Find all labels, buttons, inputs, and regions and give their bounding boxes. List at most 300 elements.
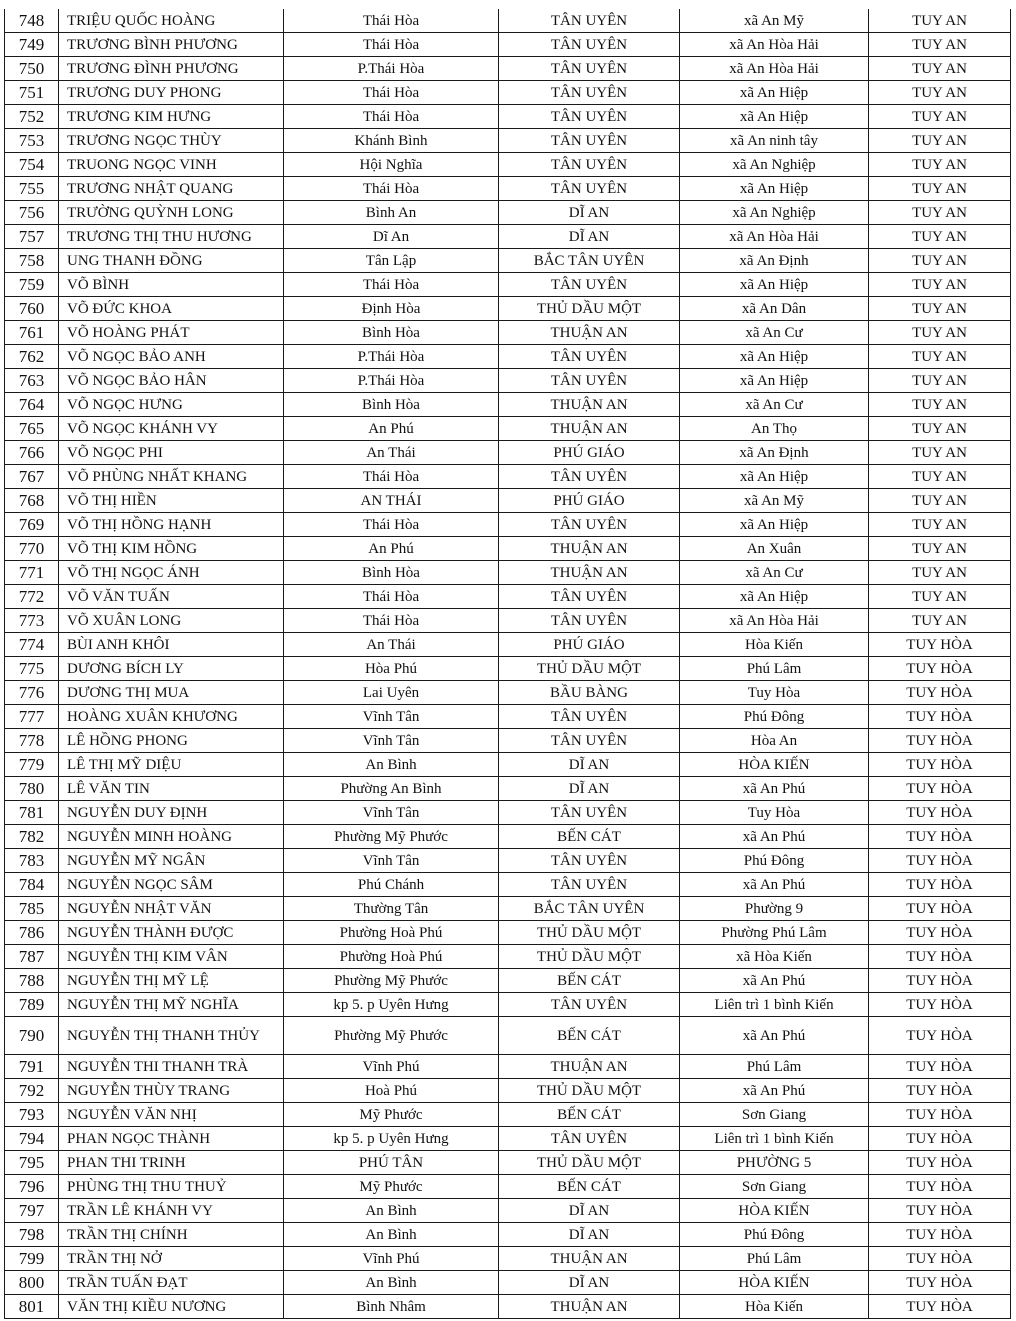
full-name-cell: TRƯƠNG NHẬT QUANG: [59, 177, 284, 201]
current-district-cell: BẮC TÂN UYÊN: [499, 249, 680, 273]
row-number-cell: 795: [5, 1151, 59, 1175]
table-row: [5, 489, 1011, 513]
home-commune-cell: xã An Hiệp: [680, 465, 869, 489]
current-ward-cell: AN THÁI: [284, 489, 499, 513]
current-ward-cell: Thái Hòa: [284, 177, 499, 201]
full-name-cell: NGUYỄN NGỌC SÂM: [59, 873, 284, 897]
current-district-cell: PHÚ GIÁO: [499, 441, 680, 465]
home-commune-cell: xã An ninh tây: [680, 129, 869, 153]
current-ward-cell: Bình Nhâm: [284, 1295, 499, 1319]
current-ward-cell: Vĩnh Tân: [284, 849, 499, 873]
home-commune-cell: xã An Nghiệp: [680, 201, 869, 225]
table-row: [5, 321, 1011, 345]
home-district-cell: TUY HÒA: [869, 1199, 1011, 1223]
home-district-cell: TUY HÒA: [869, 681, 1011, 705]
table-row: [5, 105, 1011, 129]
home-commune-cell: xã An Cư: [680, 561, 869, 585]
table-row: [5, 753, 1011, 777]
home-commune-cell: xã An Hiệp: [680, 513, 869, 537]
table-row: [5, 873, 1011, 897]
row-number-cell: 776: [5, 681, 59, 705]
home-commune-cell: xã An Phú: [680, 825, 869, 849]
home-commune-cell: xã An Hiệp: [680, 105, 869, 129]
current-ward-cell: kp 5. p Uyên Hưng: [284, 993, 499, 1017]
current-district-cell: TÂN UYÊN: [499, 33, 680, 57]
home-district-cell: TUY AN: [869, 57, 1011, 81]
current-district-cell: PHÚ GIÁO: [499, 633, 680, 657]
row-number-cell: 769: [5, 513, 59, 537]
full-name-cell: VÕ XUÂN LONG: [59, 609, 284, 633]
home-district-cell: TUY AN: [869, 393, 1011, 417]
row-number-cell: 780: [5, 777, 59, 801]
home-commune-cell: Phú Đông: [680, 705, 869, 729]
home-commune-cell: xã An Cư: [680, 321, 869, 345]
current-ward-cell: Thái Hòa: [284, 465, 499, 489]
home-commune-cell: Phú Đông: [680, 849, 869, 873]
full-name-cell: VÕ ĐỨC KHOA: [59, 297, 284, 321]
home-commune-cell: xã An Hòa Hải: [680, 225, 869, 249]
full-name-cell: TRƯƠNG DUY PHONG: [59, 81, 284, 105]
home-district-cell: TUY AN: [869, 441, 1011, 465]
table-row: [5, 1079, 1011, 1103]
row-number-cell: 793: [5, 1103, 59, 1127]
full-name-cell: PHAN NGỌC THÀNH: [59, 1127, 284, 1151]
table-row: [5, 705, 1011, 729]
home-commune-cell: Sơn Giang: [680, 1175, 869, 1199]
home-district-cell: TUY HÒA: [869, 993, 1011, 1017]
row-number-cell: 764: [5, 393, 59, 417]
table-row: [5, 1247, 1011, 1271]
home-district-cell: TUY HÒA: [869, 1103, 1011, 1127]
current-district-cell: THUẬN AN: [499, 1247, 680, 1271]
full-name-cell: NGUYỄN MỸ NGÂN: [59, 849, 284, 873]
table-row: [5, 1127, 1011, 1151]
table-row: [5, 369, 1011, 393]
home-district-cell: TUY AN: [869, 201, 1011, 225]
current-ward-cell: Vĩnh Tân: [284, 801, 499, 825]
home-district-cell: TUY AN: [869, 297, 1011, 321]
home-commune-cell: xã An Nghiệp: [680, 153, 869, 177]
row-number-cell: 774: [5, 633, 59, 657]
current-ward-cell: An Phú: [284, 537, 499, 561]
home-commune-cell: HÒA KIẾN: [680, 1199, 869, 1223]
current-ward-cell: Mỹ Phước: [284, 1175, 499, 1199]
current-ward-cell: Phường Hoà Phú: [284, 921, 499, 945]
row-number-cell: 800: [5, 1271, 59, 1295]
home-district-cell: TUY HÒA: [869, 969, 1011, 993]
home-district-cell: TUY AN: [869, 417, 1011, 441]
home-commune-cell: xã An Hòa Hải: [680, 57, 869, 81]
home-district-cell: TUY AN: [869, 81, 1011, 105]
full-name-cell: TRƯƠNG BÌNH PHƯƠNG: [59, 33, 284, 57]
full-name-cell: NGUYỄN VĂN NHỊ: [59, 1103, 284, 1127]
current-district-cell: TÂN UYÊN: [499, 57, 680, 81]
current-district-cell: BẾN CÁT: [499, 1103, 680, 1127]
current-district-cell: THỦ DẦU MỘT: [499, 921, 680, 945]
current-ward-cell: Thái Hòa: [284, 105, 499, 129]
current-ward-cell: Tân Lập: [284, 249, 499, 273]
current-district-cell: TÂN UYÊN: [499, 105, 680, 129]
home-commune-cell: xã An Hòa Hải: [680, 609, 869, 633]
home-district-cell: TUY AN: [869, 249, 1011, 273]
home-district-cell: TUY AN: [869, 369, 1011, 393]
row-number-cell: 770: [5, 537, 59, 561]
current-ward-cell: Bình Hòa: [284, 321, 499, 345]
table-row: [5, 681, 1011, 705]
row-number-cell: 760: [5, 297, 59, 321]
full-name-cell: VÕ NGỌC HƯNG: [59, 393, 284, 417]
table-row: [5, 1151, 1011, 1175]
current-ward-cell: An Bình: [284, 753, 499, 777]
row-number-cell: 790: [5, 1017, 59, 1055]
home-district-cell: TUY HÒA: [869, 657, 1011, 681]
full-name-cell: UNG THANH ĐỒNG: [59, 249, 284, 273]
current-ward-cell: Vĩnh Phú: [284, 1055, 499, 1079]
current-district-cell: THUẬN AN: [499, 393, 680, 417]
home-district-cell: TUY AN: [869, 105, 1011, 129]
current-district-cell: TÂN UYÊN: [499, 513, 680, 537]
home-district-cell: TUY HÒA: [869, 1223, 1011, 1247]
home-commune-cell: Liên trì 1 bình Kiến: [680, 1127, 869, 1151]
current-district-cell: DĨ AN: [499, 753, 680, 777]
home-commune-cell: xã An Cư: [680, 393, 869, 417]
home-commune-cell: Tuy Hòa: [680, 801, 869, 825]
current-district-cell: DĨ AN: [499, 1199, 680, 1223]
row-number-cell: 782: [5, 825, 59, 849]
current-ward-cell: Thái Hòa: [284, 609, 499, 633]
current-district-cell: TÂN UYÊN: [499, 609, 680, 633]
table-row: [5, 537, 1011, 561]
current-district-cell: THUẬN AN: [499, 537, 680, 561]
table-row: [5, 561, 1011, 585]
home-district-cell: TUY HÒA: [869, 1271, 1011, 1295]
home-district-cell: TUY HÒA: [869, 825, 1011, 849]
home-commune-cell: Phường Phú Lâm: [680, 921, 869, 945]
row-number-cell: 759: [5, 273, 59, 297]
current-ward-cell: Dĩ An: [284, 225, 499, 249]
table-row: [5, 57, 1011, 81]
table-row: [5, 801, 1011, 825]
current-district-cell: TÂN UYÊN: [499, 177, 680, 201]
current-ward-cell: Định Hòa: [284, 297, 499, 321]
home-commune-cell: Hòa Kiến: [680, 633, 869, 657]
full-name-cell: TRƯƠNG NGỌC THÙY: [59, 129, 284, 153]
row-number-cell: 786: [5, 921, 59, 945]
table-row: [5, 897, 1011, 921]
full-name-cell: VĂN THỊ KIỀU NƯƠNG: [59, 1295, 284, 1319]
row-number-cell: 748: [5, 9, 59, 33]
full-name-cell: TRƯỜNG QUỲNH LONG: [59, 201, 284, 225]
current-ward-cell: Hội Nghĩa: [284, 153, 499, 177]
row-number-cell: 765: [5, 417, 59, 441]
row-number-cell: 801: [5, 1295, 59, 1319]
current-ward-cell: P.Thái Hòa: [284, 345, 499, 369]
table-row: [5, 849, 1011, 873]
current-ward-cell: Phường Hoà Phú: [284, 945, 499, 969]
row-number-cell: 775: [5, 657, 59, 681]
home-commune-cell: xã Hòa Kiến: [680, 945, 869, 969]
current-ward-cell: Phường An Bình: [284, 777, 499, 801]
table-row: [5, 1271, 1011, 1295]
current-district-cell: DĨ AN: [499, 1223, 680, 1247]
current-district-cell: PHÚ GIÁO: [499, 489, 680, 513]
full-name-cell: NGUYỄN THỊ THANH THỦY: [59, 1017, 284, 1055]
row-number-cell: 789: [5, 993, 59, 1017]
current-ward-cell: Thường Tân: [284, 897, 499, 921]
current-district-cell: TÂN UYÊN: [499, 345, 680, 369]
home-district-cell: TUY HÒA: [869, 921, 1011, 945]
table-row: [5, 201, 1011, 225]
current-ward-cell: kp 5. p Uyên Hưng: [284, 1127, 499, 1151]
home-commune-cell: xã An Hiệp: [680, 345, 869, 369]
home-commune-cell: xã An Dân: [680, 297, 869, 321]
current-ward-cell: Bình Hòa: [284, 561, 499, 585]
current-ward-cell: Thái Hòa: [284, 513, 499, 537]
full-name-cell: LÊ HỒNG PHONG: [59, 729, 284, 753]
home-commune-cell: xã An Hiệp: [680, 273, 869, 297]
current-district-cell: TÂN UYÊN: [499, 153, 680, 177]
current-ward-cell: An Bình: [284, 1271, 499, 1295]
home-commune-cell: Liên trì 1 bình Kiến: [680, 993, 869, 1017]
current-district-cell: THỦ DẦU MỘT: [499, 297, 680, 321]
table-row: [5, 1103, 1011, 1127]
full-name-cell: NGUYỄN THÙY TRANG: [59, 1079, 284, 1103]
home-commune-cell: Tuy Hòa: [680, 681, 869, 705]
full-name-cell: TRẦN TUẤN ĐẠT: [59, 1271, 284, 1295]
full-name-cell: VÕ PHÙNG NHẤT KHANG: [59, 465, 284, 489]
home-district-cell: TUY AN: [869, 225, 1011, 249]
table-row: [5, 633, 1011, 657]
home-commune-cell: xã An Định: [680, 249, 869, 273]
home-district-cell: TUY AN: [869, 513, 1011, 537]
row-number-cell: 754: [5, 153, 59, 177]
table-row: [5, 1199, 1011, 1223]
current-district-cell: TÂN UYÊN: [499, 705, 680, 729]
home-commune-cell: An Thọ: [680, 417, 869, 441]
home-commune-cell: xã An Hiệp: [680, 369, 869, 393]
table-row: [5, 1055, 1011, 1079]
home-commune-cell: Hòa An: [680, 729, 869, 753]
home-district-cell: TUY AN: [869, 561, 1011, 585]
home-commune-cell: An Xuân: [680, 537, 869, 561]
row-number-cell: 756: [5, 201, 59, 225]
current-district-cell: THỦ DẦU MỘT: [499, 1079, 680, 1103]
table-row: [5, 297, 1011, 321]
home-district-cell: TUY HÒA: [869, 705, 1011, 729]
row-number-cell: 752: [5, 105, 59, 129]
home-district-cell: TUY AN: [869, 9, 1011, 33]
current-district-cell: TÂN UYÊN: [499, 801, 680, 825]
table-row: [5, 657, 1011, 681]
home-district-cell: TUY HÒA: [869, 801, 1011, 825]
current-district-cell: TÂN UYÊN: [499, 81, 680, 105]
row-number-cell: 781: [5, 801, 59, 825]
home-district-cell: TUY HÒA: [869, 1295, 1011, 1319]
current-ward-cell: An Thái: [284, 441, 499, 465]
home-district-cell: TUY AN: [869, 273, 1011, 297]
full-name-cell: TRIỆU QUỐC HOÀNG: [59, 9, 284, 33]
table-row: [5, 609, 1011, 633]
full-name-cell: VÕ THỊ HỒNG HẠNH: [59, 513, 284, 537]
home-district-cell: TUY HÒA: [869, 1017, 1011, 1055]
row-number-cell: 757: [5, 225, 59, 249]
current-ward-cell: Thái Hòa: [284, 585, 499, 609]
table-row: [5, 1017, 1011, 1055]
home-district-cell: TUY HÒA: [869, 633, 1011, 657]
home-district-cell: TUY HÒA: [869, 1247, 1011, 1271]
home-commune-cell: xã An Định: [680, 441, 869, 465]
current-district-cell: BẾN CÁT: [499, 1175, 680, 1199]
current-district-cell: DĨ AN: [499, 1271, 680, 1295]
home-district-cell: TUY AN: [869, 489, 1011, 513]
full-name-cell: NGUYỄN THI THANH TRÀ: [59, 1055, 284, 1079]
table-body: [5, 9, 1011, 1319]
full-name-cell: NGUYỄN MINH HOÀNG: [59, 825, 284, 849]
full-name-cell: VÕ NGỌC KHÁNH VY: [59, 417, 284, 441]
table-row: [5, 81, 1011, 105]
table-row: [5, 777, 1011, 801]
row-number-cell: 751: [5, 81, 59, 105]
row-number-cell: 784: [5, 873, 59, 897]
table-row: [5, 177, 1011, 201]
full-name-cell: TRẦN THỊ CHÍNH: [59, 1223, 284, 1247]
row-number-cell: 749: [5, 33, 59, 57]
table-row: [5, 153, 1011, 177]
table-row: [5, 1223, 1011, 1247]
row-number-cell: 798: [5, 1223, 59, 1247]
row-number-cell: 794: [5, 1127, 59, 1151]
home-commune-cell: Phú Lâm: [680, 1055, 869, 1079]
home-commune-cell: xã An Phú: [680, 873, 869, 897]
full-name-cell: DƯƠNG BÍCH LY: [59, 657, 284, 681]
table-row: [5, 729, 1011, 753]
full-name-cell: BÙI ANH KHÔI: [59, 633, 284, 657]
home-commune-cell: Phú Lâm: [680, 657, 869, 681]
table-row: [5, 585, 1011, 609]
row-number-cell: 763: [5, 369, 59, 393]
home-commune-cell: xã An Mỹ: [680, 489, 869, 513]
table-row: [5, 345, 1011, 369]
table-row: [5, 249, 1011, 273]
row-number-cell: 772: [5, 585, 59, 609]
current-district-cell: TÂN UYÊN: [499, 873, 680, 897]
home-commune-cell: xã An Hiệp: [680, 81, 869, 105]
home-district-cell: TUY AN: [869, 537, 1011, 561]
current-ward-cell: Vĩnh Tân: [284, 705, 499, 729]
home-district-cell: TUY HÒA: [869, 1055, 1011, 1079]
current-ward-cell: Thái Hòa: [284, 9, 499, 33]
home-district-cell: TUY HÒA: [869, 1079, 1011, 1103]
current-ward-cell: P.Thái Hòa: [284, 369, 499, 393]
current-ward-cell: An Bình: [284, 1199, 499, 1223]
table-row: [5, 393, 1011, 417]
full-name-cell: HOÀNG XUÂN KHƯƠNG: [59, 705, 284, 729]
citizen-list-table: [4, 9, 1011, 1319]
full-name-cell: NGUYỄN THỊ MỸ LỆ: [59, 969, 284, 993]
row-number-cell: 758: [5, 249, 59, 273]
table-row: [5, 33, 1011, 57]
table-row: [5, 825, 1011, 849]
full-name-cell: TRẦN THỊ NỞ: [59, 1247, 284, 1271]
row-number-cell: 787: [5, 945, 59, 969]
home-commune-cell: PHƯỜNG 5: [680, 1151, 869, 1175]
home-district-cell: TUY HÒA: [869, 945, 1011, 969]
current-ward-cell: Mỹ Phước: [284, 1103, 499, 1127]
current-ward-cell: Vĩnh Tân: [284, 729, 499, 753]
current-ward-cell: An Thái: [284, 633, 499, 657]
row-number-cell: 753: [5, 129, 59, 153]
home-commune-cell: Phường 9: [680, 897, 869, 921]
home-district-cell: TUY HÒA: [869, 1127, 1011, 1151]
row-number-cell: 797: [5, 1199, 59, 1223]
home-commune-cell: Hòa Kiến: [680, 1295, 869, 1319]
current-district-cell: TÂN UYÊN: [499, 993, 680, 1017]
current-ward-cell: Phú Chánh: [284, 873, 499, 897]
current-district-cell: THỦ DẦU MỘT: [499, 945, 680, 969]
home-district-cell: TUY HÒA: [869, 777, 1011, 801]
row-number-cell: 792: [5, 1079, 59, 1103]
full-name-cell: VÕ THỊ NGỌC ÁNH: [59, 561, 284, 585]
home-commune-cell: Sơn Giang: [680, 1103, 869, 1127]
full-name-cell: VÕ VĂN TUẤN: [59, 585, 284, 609]
row-number-cell: 777: [5, 705, 59, 729]
table-row: [5, 9, 1011, 33]
current-district-cell: THUẬN AN: [499, 417, 680, 441]
current-ward-cell: Lai Uyên: [284, 681, 499, 705]
current-ward-cell: Khánh Bình: [284, 129, 499, 153]
home-district-cell: TUY HÒA: [869, 849, 1011, 873]
row-number-cell: 771: [5, 561, 59, 585]
full-name-cell: NGUYỄN THỊ MỸ NGHĨA: [59, 993, 284, 1017]
full-name-cell: NGUYỄN DUY ĐỊNH: [59, 801, 284, 825]
full-name-cell: VÕ THỊ HIỀN: [59, 489, 284, 513]
current-district-cell: BẾN CÁT: [499, 825, 680, 849]
table-row: [5, 273, 1011, 297]
home-commune-cell: xã An Phú: [680, 1017, 869, 1055]
full-name-cell: PHAN THI TRINH: [59, 1151, 284, 1175]
full-name-cell: VÕ BÌNH: [59, 273, 284, 297]
home-commune-cell: Phú Đông: [680, 1223, 869, 1247]
row-number-cell: 761: [5, 321, 59, 345]
home-district-cell: TUY HÒA: [869, 1175, 1011, 1199]
home-district-cell: TUY AN: [869, 153, 1011, 177]
row-number-cell: 755: [5, 177, 59, 201]
full-name-cell: DƯƠNG THỊ MUA: [59, 681, 284, 705]
home-district-cell: TUY HÒA: [869, 873, 1011, 897]
home-district-cell: TUY HÒA: [869, 729, 1011, 753]
row-number-cell: 779: [5, 753, 59, 777]
home-district-cell: TUY HÒA: [869, 897, 1011, 921]
table-row: [5, 993, 1011, 1017]
home-district-cell: TUY AN: [869, 585, 1011, 609]
row-number-cell: 785: [5, 897, 59, 921]
table-row: [5, 417, 1011, 441]
current-district-cell: TÂN UYÊN: [499, 729, 680, 753]
current-district-cell: DĨ AN: [499, 225, 680, 249]
home-commune-cell: Phú Lâm: [680, 1247, 869, 1271]
full-name-cell: LÊ THỊ MỸ DIỆU: [59, 753, 284, 777]
current-district-cell: BẾN CÁT: [499, 969, 680, 993]
current-ward-cell: Thái Hòa: [284, 273, 499, 297]
current-ward-cell: Hòa Phú: [284, 657, 499, 681]
current-district-cell: THỦ DẦU MỘT: [499, 1151, 680, 1175]
current-district-cell: TÂN UYÊN: [499, 849, 680, 873]
home-district-cell: TUY AN: [869, 177, 1011, 201]
current-ward-cell: Bình An: [284, 201, 499, 225]
home-commune-cell: xã An Phú: [680, 969, 869, 993]
row-number-cell: 767: [5, 465, 59, 489]
row-number-cell: 783: [5, 849, 59, 873]
